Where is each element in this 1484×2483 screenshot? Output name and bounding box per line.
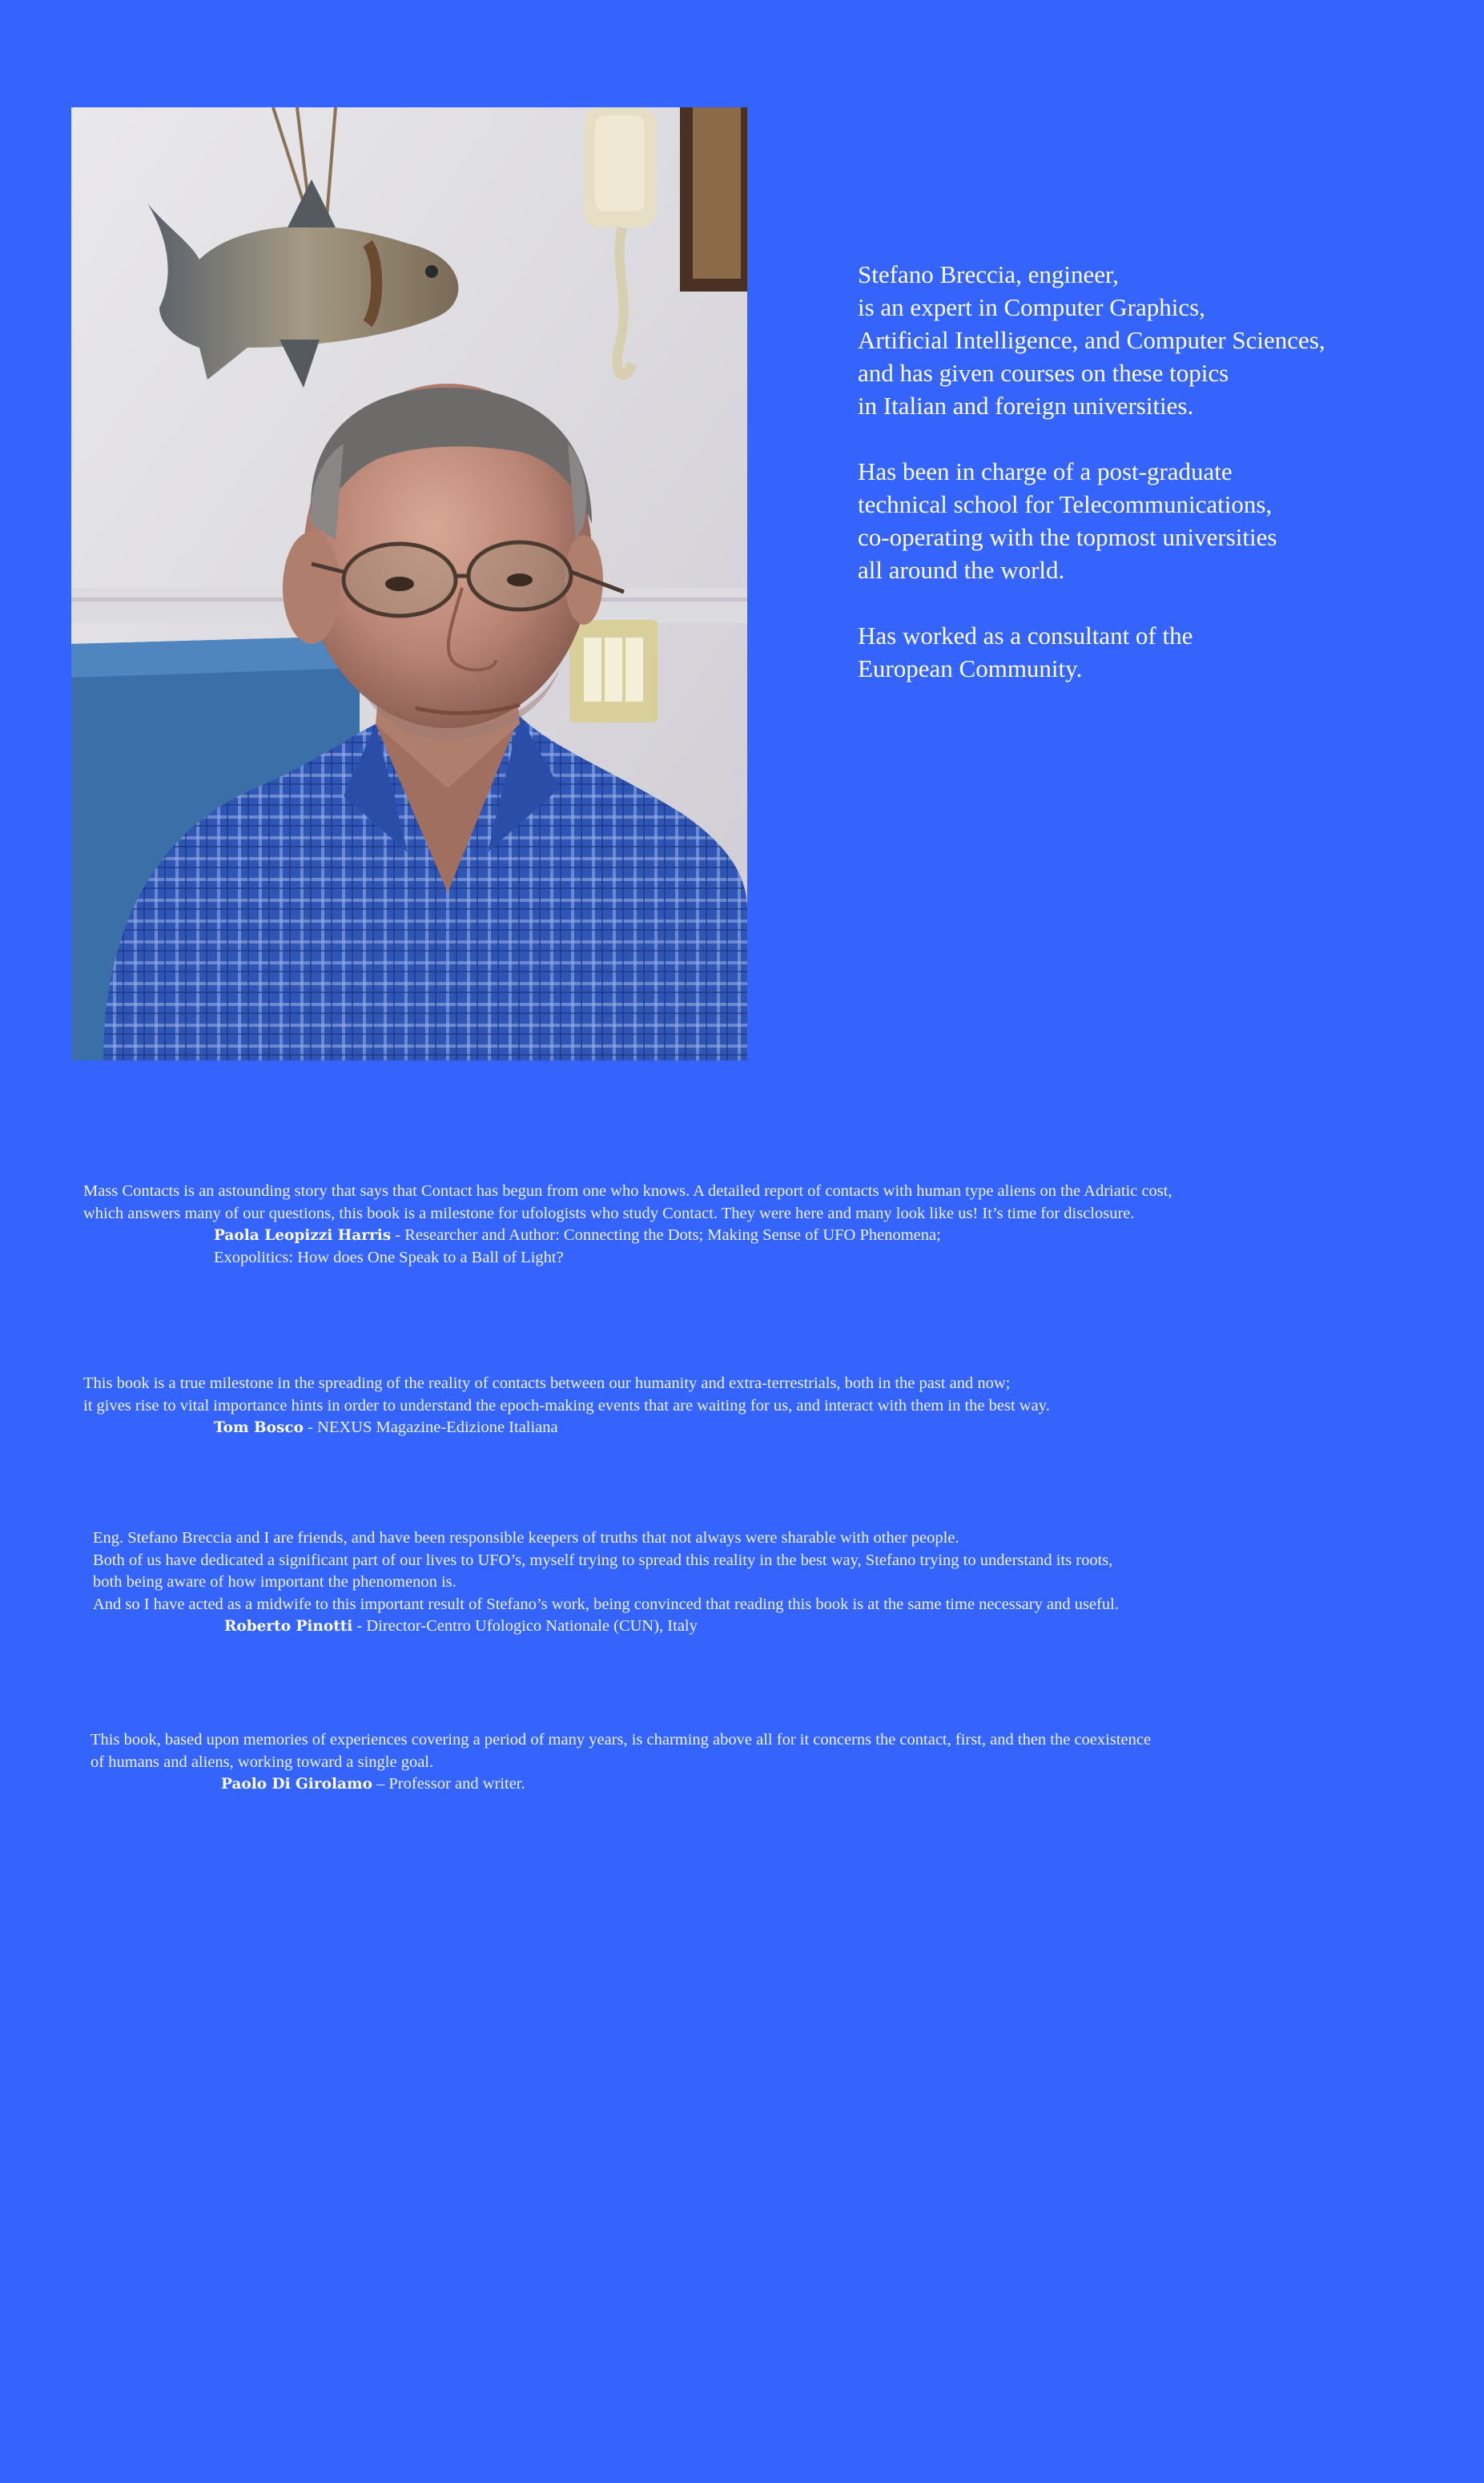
- testimonial-author: Tom Bosco: [214, 1419, 304, 1436]
- testimonial-harris: [83, 1181, 1413, 1269]
- testimonial-di-girolamo: [90, 1729, 1420, 1796]
- bio-line: Has worked as a consultant of the: [858, 622, 1193, 650]
- testimonial-line: And so I have acted as a midwife to this important result of Stefano’s work, being convinced that reading this book is at the same time necessary and useful.: [93, 1595, 1119, 1613]
- testimonial-attribution: [93, 1616, 1422, 1638]
- testimonial-line: This book is a true milestone in the spreading of the reality of contacts between our humanity and extra-terrestrials, both in the past and now;: [83, 1374, 1011, 1392]
- author-bio: [858, 258, 1450, 685]
- author-portrait-photo: [71, 107, 747, 1060]
- testimonial-line: Both of us have dedicated a significant part of our lives to UFO’s, myself trying to spread this reality in the best way, Stefano trying to understand its roots,: [93, 1551, 1113, 1569]
- testimonial-affiliation-continued: Exopolitics: How does One Speak to a Ball of Light?: [214, 1248, 564, 1266]
- bio-line: is an expert in Computer Graphics,: [858, 293, 1205, 321]
- bio-line: technical school for Telecommunications,: [858, 490, 1273, 518]
- testimonial-bosco: [83, 1373, 1413, 1439]
- bio-line: European Community.: [858, 654, 1083, 682]
- bio-line: and has given courses on these topics: [858, 359, 1229, 387]
- bio-line: all around the world.: [858, 556, 1065, 584]
- bio-line: Stefano Breccia, engineer,: [858, 260, 1119, 288]
- testimonial-attribution: [90, 1773, 1420, 1796]
- testimonial-affiliation: - Director-Centro Ufologico Nationale (CUN), Italy: [352, 1617, 698, 1635]
- testimonial-line: of humans and aliens, working toward a single goal.: [90, 1753, 434, 1771]
- testimonial-affiliation: - Researcher and Author: Connecting the Dots; Making Sense of UFO Phenomena;: [391, 1226, 941, 1244]
- testimonial-author: Roberto Pinotti: [224, 1618, 353, 1635]
- testimonial-line: This book, based upon memories of experiences covering a period of many years, is charming above all for it concerns the contact, first, and then the coexistence: [90, 1731, 1152, 1749]
- bio-paragraph: [858, 258, 1450, 422]
- testimonial-line: Mass Contacts is an astounding story that says that Contact has begun from one who knows. A detailed report of contacts with human type aliens on the Adriatic cost,: [83, 1182, 1172, 1200]
- testimonial-line: Eng. Stefano Breccia and I are friends, and have been responsible keepers of truths that not always were sharable with other people.: [93, 1529, 959, 1547]
- testimonial-author: Paolo Di Girolamo: [221, 1776, 372, 1793]
- testimonial-line: it gives rise to vital importance hints in order to understand the epoch-making events that are waiting for us, and interact with them in the best way.: [83, 1396, 1050, 1415]
- bio-line: in Italian and foreign universities.: [858, 392, 1194, 420]
- testimonial-attribution: [83, 1225, 1413, 1247]
- testimonial-line: which answers many of our questions, this book is a milestone for ufologists who study Contact. They were here and many look like us! It’s time for disclosure.: [83, 1204, 1135, 1222]
- portrait-photo-icon: [71, 107, 747, 1060]
- testimonial-affiliation: – Professor and writer.: [372, 1775, 525, 1793]
- testimonial-line: both being aware of how important the phenomenon is.: [93, 1573, 456, 1591]
- bio-line: co-operating with the topmost universities: [858, 523, 1277, 551]
- testimonial-pinotti: [93, 1527, 1422, 1638]
- testimonial-attribution: [83, 1417, 1413, 1439]
- bio-paragraph: [858, 455, 1450, 586]
- testimonial-author: Paola Leopizzi Harris: [214, 1227, 392, 1244]
- bio-paragraph: [858, 619, 1450, 685]
- bio-line: Has been in charge of a post-graduate: [858, 457, 1233, 485]
- bio-line: Artificial Intelligence, and Computer Sciences,: [858, 326, 1325, 354]
- testimonial-affiliation: - NEXUS Magazine-Edizione Italiana: [304, 1419, 558, 1436]
